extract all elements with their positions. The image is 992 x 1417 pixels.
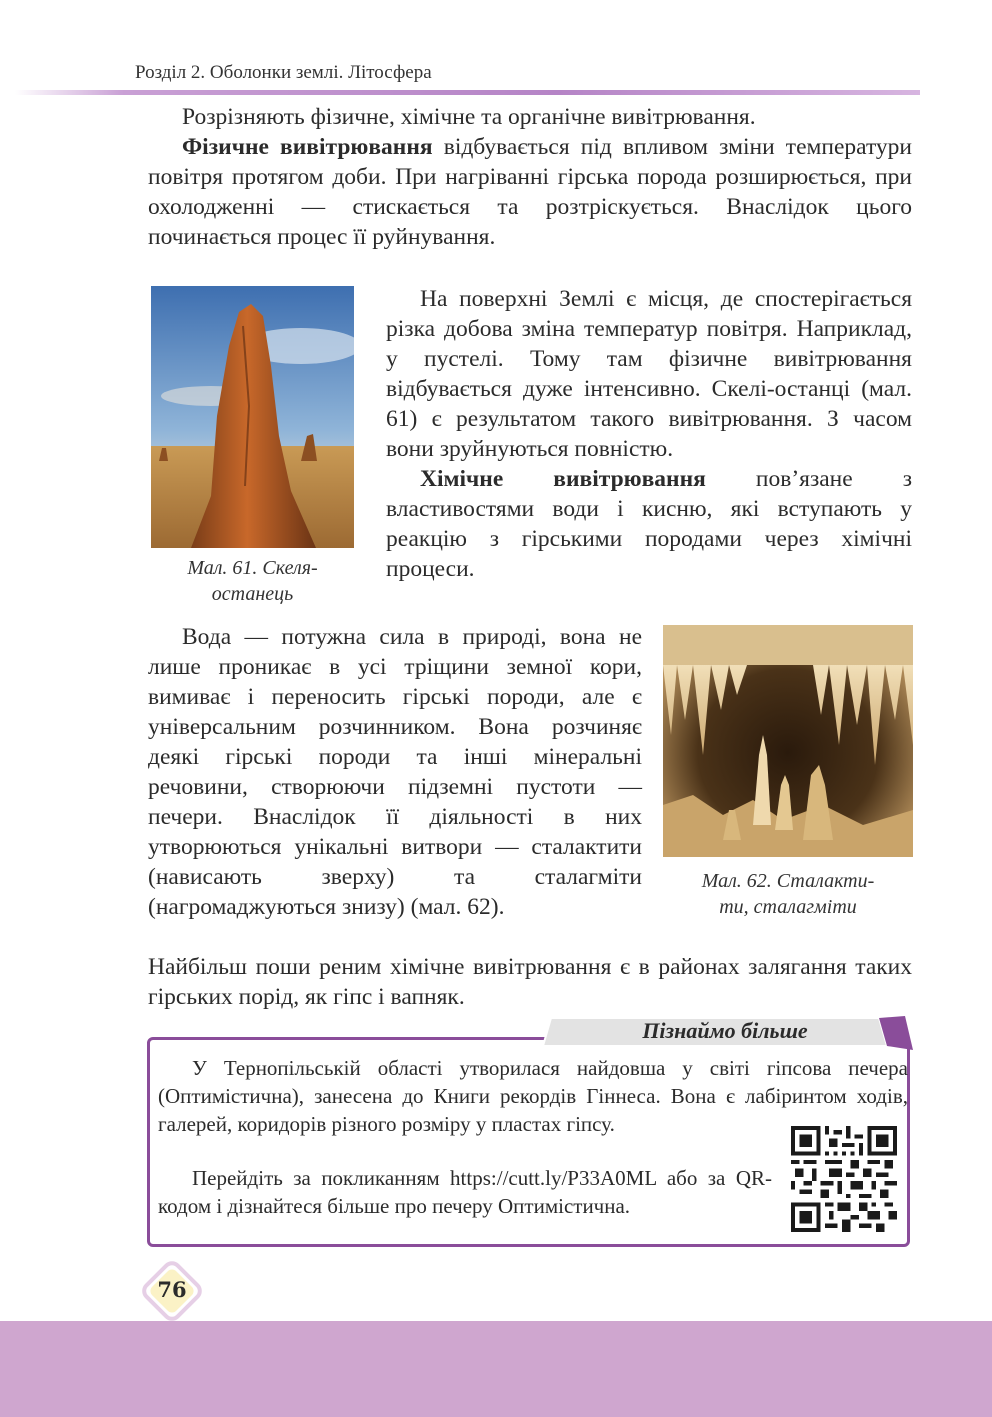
figure-61-caption-line1: Мал. 61. Скеля-: [187, 557, 318, 579]
learn-more-paragraph-1: У Тернопільській області утворилася найдовша у світі гіпсова печера (Оптимістична), занесена до Книги рекордів Гіннеса. Вона є лабіринтом ходів, галерей, коридорів різного розміру у пластах гіпсу.: [158, 1056, 908, 1136]
learn-more-title: Пізнаймо більше: [642, 1018, 808, 1043]
term-physical: Фізичне вивітрювання: [182, 134, 433, 160]
figure-62-caption-line1: Мал. 62. Сталакти-: [701, 870, 875, 892]
figure-61-caption: [151, 555, 354, 607]
learn-more-text-2: [158, 1164, 772, 1220]
figure-62-caption-line2: ти, сталагміти: [719, 896, 857, 918]
paragraph-4: [386, 464, 912, 584]
figure-61-caption-line2: останець: [211, 583, 294, 605]
learn-more-paragraph-2: Перейдіть за покликанням https://cutt.ly/P33A0ML або за QR-кодом і дізнайтеся більше про печеру Оптимістична.: [158, 1166, 772, 1218]
footer-band: [0, 1321, 992, 1417]
page-number: 76: [157, 1277, 187, 1302]
paragraph-3: На поверхні Землі є місця, де спостерігається різка добова зміна температур повітря. Наприклад, у пустелі. Тому там фізичне вивітрювання відбувається дуже інтенсивно. Скелі-останці (мал. 61) є результатом такого вивітрювання. З часом вони зруйнуються повністю.: [386, 286, 912, 462]
paragraph-5: Вода — потужна сила в природі, вона не лише проникає в усі тріщини земної кори, вимиває і переносить гірські породи, але є універсальним розчинником. Вона розчиняє деякі гірські породи та інші мінеральні речовини, створюючи підземні пустоти — печери. Внаслідок її діяльності в них утворюються унікальні витвори — сталактити (нависають зверху) та сталагміти (нагромаджуються знизу) (мал. 62).: [148, 624, 642, 920]
intro-text: [148, 102, 912, 252]
paragraph-4-body: пов’язане з властивостями води і кисню, які вступають у реакцію з гірськими породами через хімічні процеси.: [386, 466, 913, 582]
paragraph-6: Найбільш поши реним хімічне вивітрювання є в районах залягання таких гірських порід, як гіпс і вапняк.: [148, 954, 912, 1010]
term-chemical: Хімічне вивітрювання: [420, 466, 706, 492]
paragraph-2-body: відбувається під впливом зміни температури повітря протягом доби. При нагріванні гірська порода розширюється, при охолодженні — стискається та розтріскується. Внаслідок цього починається процес її руйнування.: [148, 134, 912, 250]
figure-62-cave: [663, 625, 913, 857]
right-column-text: [386, 284, 912, 584]
closing-text: [148, 952, 912, 1012]
cave-image: [663, 625, 913, 857]
rock-remnant-image: [151, 286, 354, 548]
figure-62-caption: [663, 868, 913, 920]
figure-61-rock-remnant: [151, 286, 354, 548]
qr-code-icon[interactable]: [791, 1126, 897, 1232]
left-column-text: [148, 622, 642, 922]
header-rule: [15, 90, 920, 95]
paragraph-2: [148, 132, 912, 252]
section-header: Розділ 2. Оболонки землі. Літосфера: [135, 62, 432, 83]
paragraph-1: Розрізняють фізичне, хімічне та органічне вивітрювання.: [182, 104, 756, 130]
